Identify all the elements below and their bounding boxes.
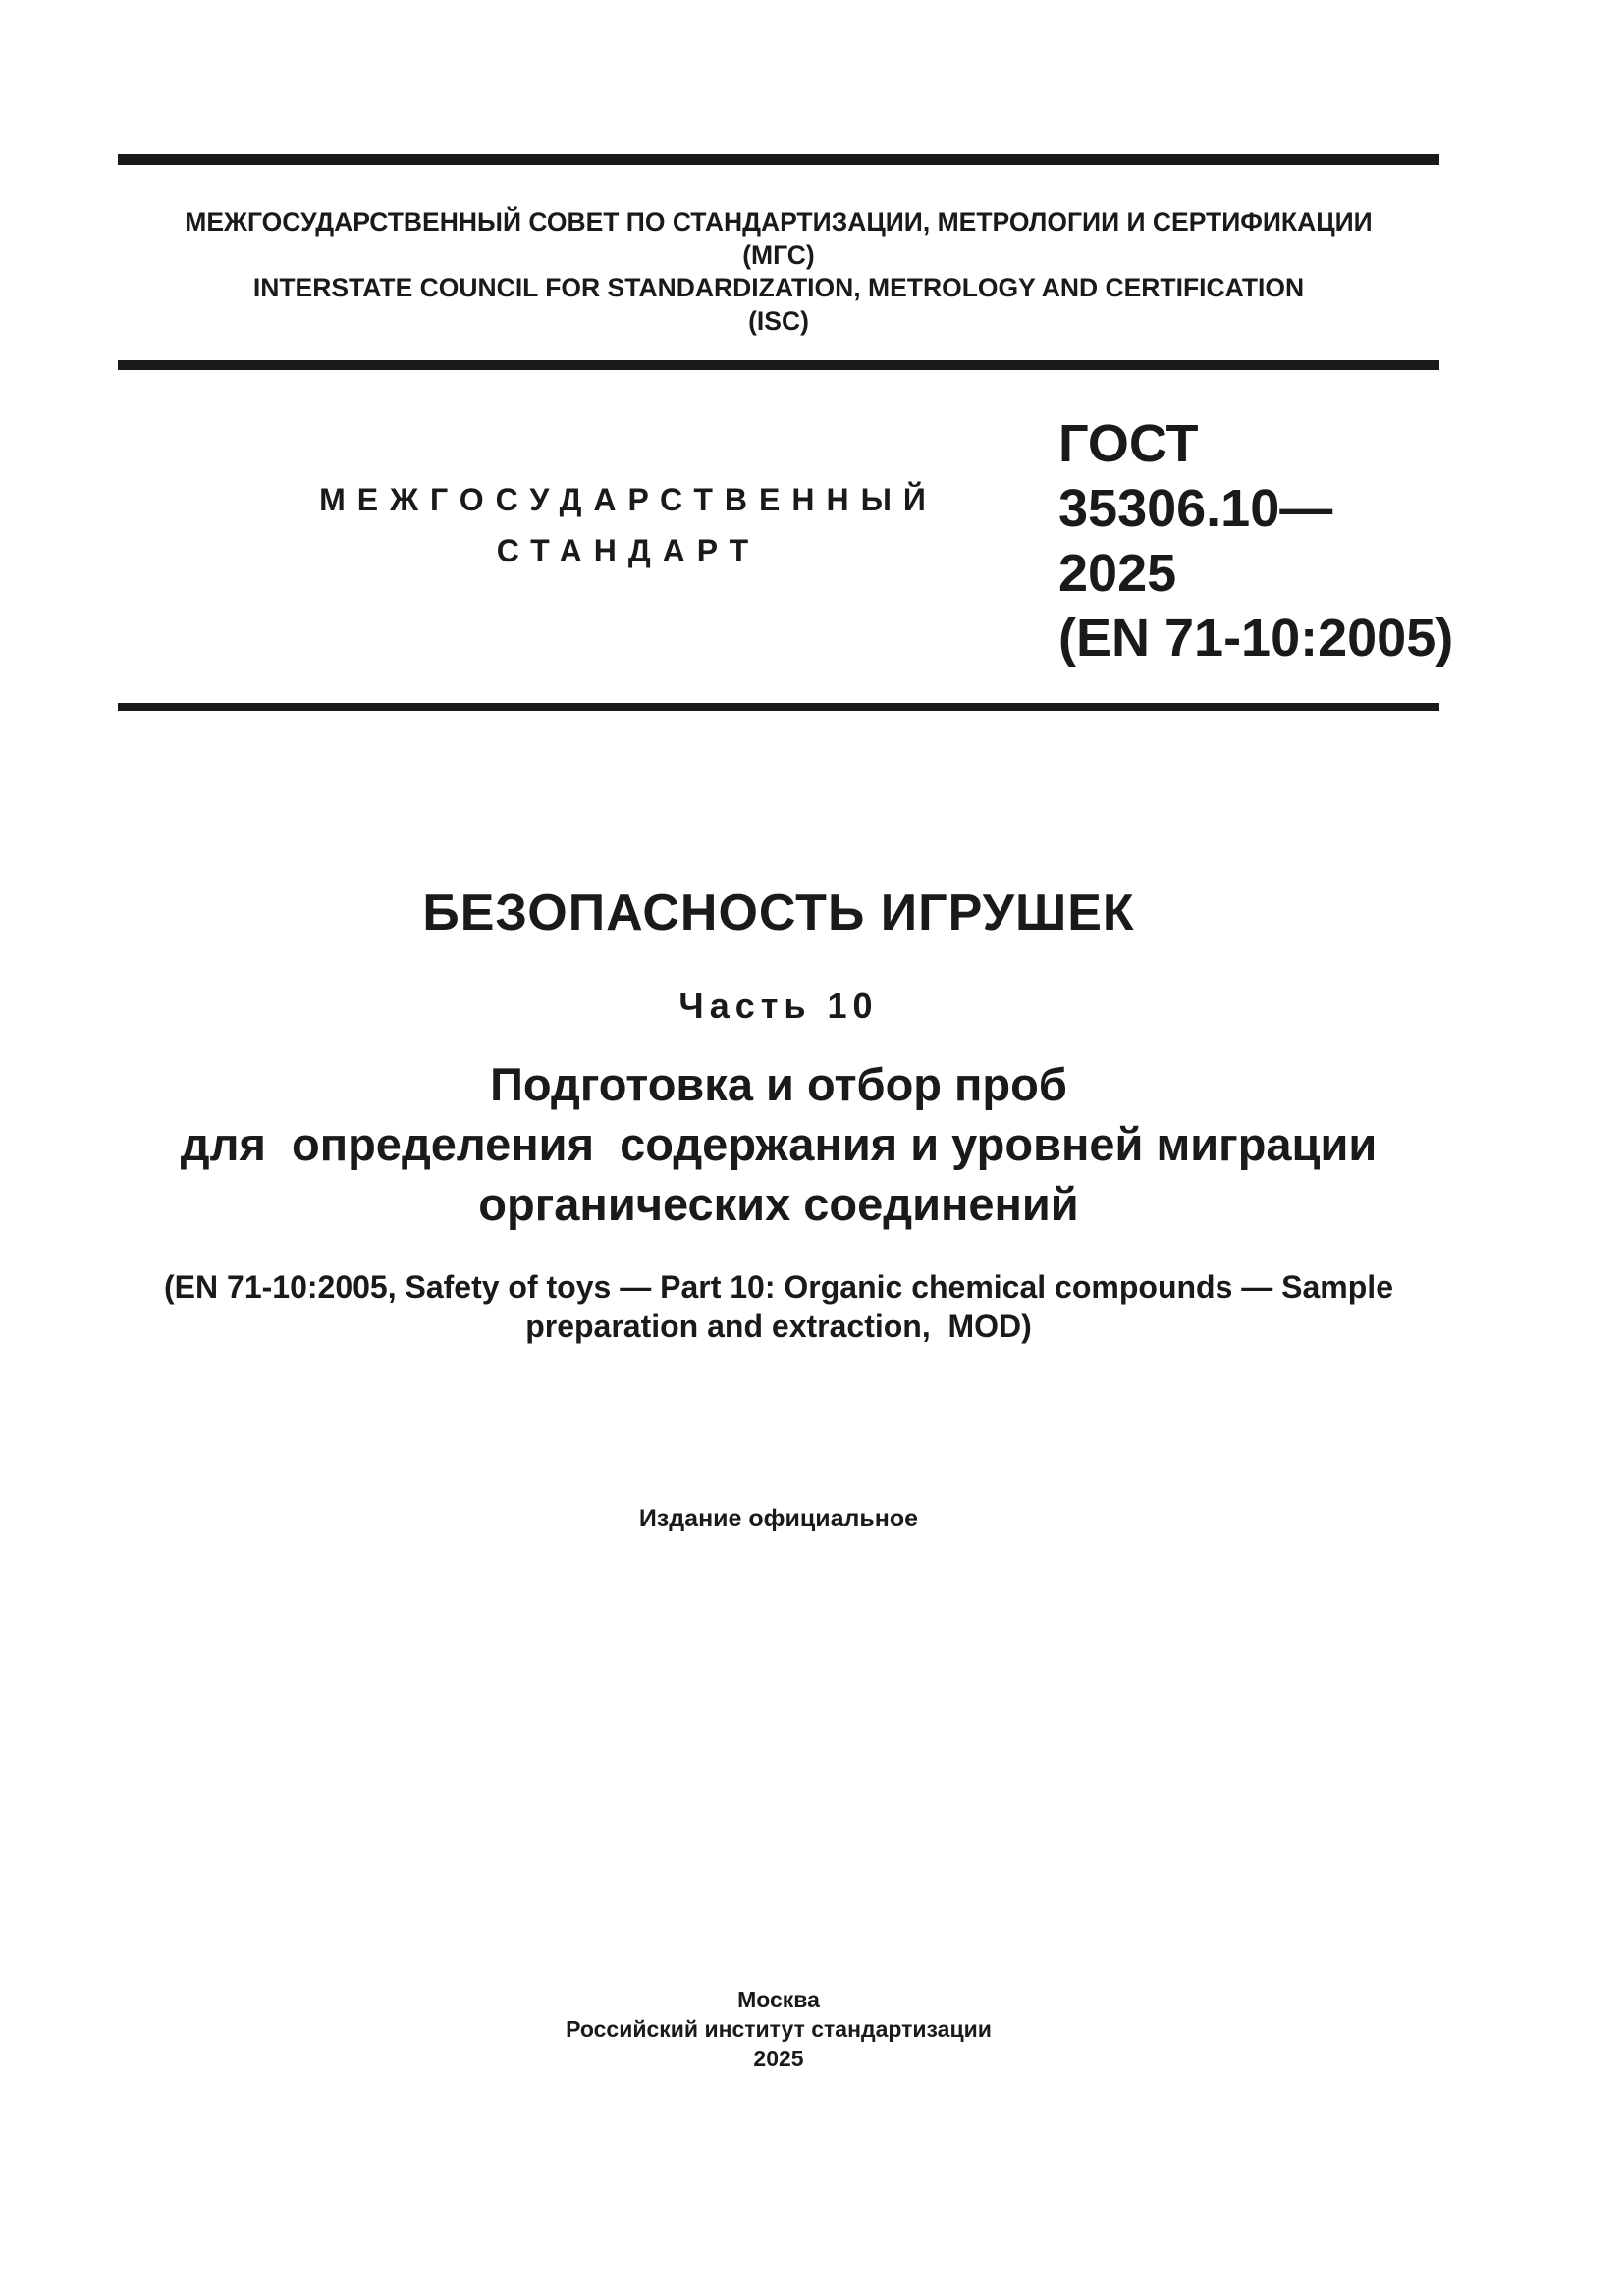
- standard-type-line2: СТАНДАРТ: [496, 533, 761, 568]
- edition-label: Издание официальное: [638, 1505, 919, 1532]
- header-rule: [118, 360, 1439, 370]
- source-reference: [98, 1267, 1459, 1346]
- imprint-publisher: Российский институт стандартизации: [566, 2016, 992, 2042]
- source-reference-line-2: preparation and extraction, MOD): [525, 1308, 1032, 1344]
- council-header: [118, 206, 1439, 338]
- subtitle: [98, 1054, 1459, 1234]
- subtitle-line-1: Подготовка и отбор проб: [490, 1058, 1067, 1110]
- part-label: Часть 10: [678, 986, 879, 1026]
- imprint: [118, 1985, 1439, 2073]
- main-title: БЕЗОПАСНОСТЬ ИГРУШЕК: [422, 884, 1135, 941]
- imprint-city: Москва: [737, 1987, 820, 2012]
- imprint-year: 2025: [753, 2046, 804, 2071]
- council-name-ru: МЕЖГОСУДАРСТВЕННЫЙ СОВЕТ ПО СТАНДАРТИЗАЦИИ, МЕТРОЛОГИИ И СЕРТИФИКАЦИИ: [185, 207, 1373, 237]
- council-abbr-en: (ISC): [748, 305, 809, 336]
- council-name-en: INTERSTATE COUNCIL FOR STANDARDIZATION, METROLOGY AND CERTIFICATION: [252, 273, 1305, 302]
- top-rule: [118, 154, 1439, 165]
- gost-designation: [1058, 411, 1453, 670]
- gost-prefix: ГОСТ: [1058, 414, 1199, 473]
- source-reference-line-1: (EN 71-10:2005, Safety of toys — Part 10: Organic chemical compounds — Sample: [164, 1269, 1393, 1305]
- gost-equivalent: (EN 71-10:2005): [1058, 609, 1454, 667]
- subtitle-line-2: для определения содержания и уровней миграции: [180, 1118, 1378, 1170]
- standard-type-label: [314, 474, 943, 576]
- gost-year: 2025: [1058, 544, 1177, 603]
- designation-rule: [118, 703, 1439, 711]
- council-abbr-ru: (МГС): [742, 240, 815, 270]
- subtitle-line-3: органических соединений: [478, 1178, 1079, 1230]
- gost-number: 35306.10—: [1058, 479, 1333, 538]
- standard-type-line1: МЕЖГОСУДАРСТВЕННЫЙ: [319, 482, 938, 517]
